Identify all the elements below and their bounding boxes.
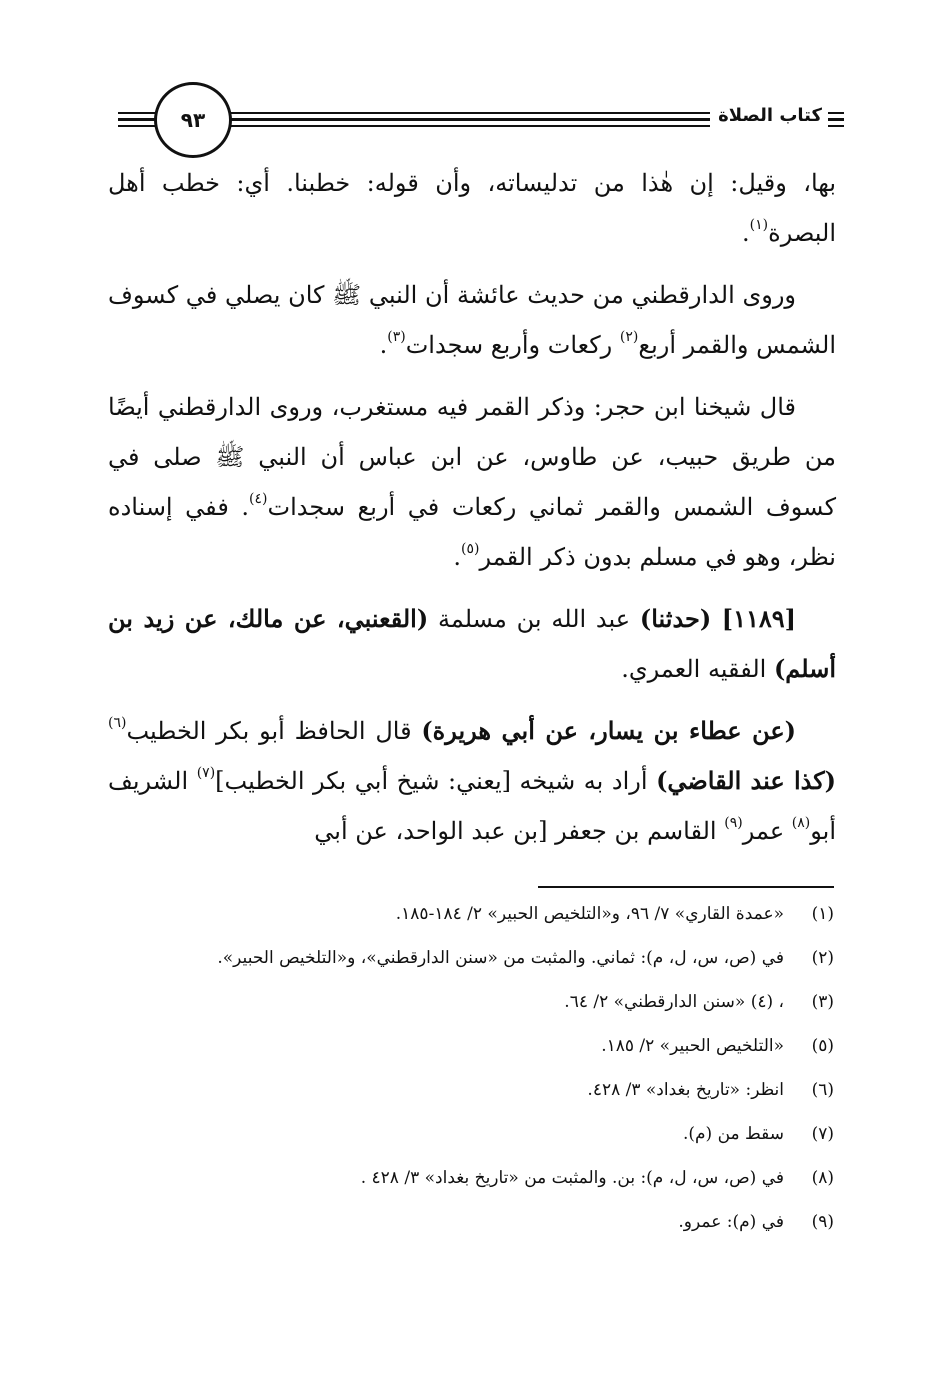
footnote-item: (٨) في (ص، س، ل، م): بن. والمثبت من «تاريخ بغداد» ٣/ ٤٢٨ . [360, 1168, 834, 1188]
paragraph-3: قال شيخنا ابن حجر: وذكر القمر فيه مستغرب، وروى الدارقطني أيضًا من طريق حبيب، عن طاوس، عن ابن عباس أن النبي ﷺ صلى في كسوف الشمس والقمر ثماني ركعات في أربع سجدات$^{(٤)}$. ففي إسناده نظر، وهو في مسلم بدون ذكر القمر$^{(٥)}$. [108, 393, 836, 571]
paragraph-2: وروى الدارقطني من حديث عائشة أن النبي ﷺ كان يصلي في كسوف الشمس والقمر أربع$^{(٢)}$ ركعات وأربع سجدات$^{(٣)}$. [108, 281, 836, 359]
main-text [108, 158, 836, 868]
section-title: كتاب الصلاة [710, 104, 828, 128]
footnote-item: (٩) في (م): عمرو. [678, 1212, 834, 1232]
footnote-ref: (٥) [461, 541, 480, 557]
paragraph-4: [١١٨٩] (حدثنا) عبد الله بن مسلمة (القعنبي، عن مالك، عن زيد بن أسلم) الفقيه العمري. [108, 604, 836, 683]
footnote-ref: (٩) [724, 815, 743, 831]
paragraph-5: (عن عطاء بن يسار، عن أبي هريرة) قال الحافظ أبو بكر الخطيب$^{(٦)}$ (كذا عند القاضي) أراد به شيخه [يعني: شيخ أبي بكر الخطيب]$^{(٧)}$ الشريف أبو$^{(٨)}$ عمر$^{(٩)}$ القاسم بن جعفر [بن عبد الواحد، عن أبي [108, 715, 836, 845]
footnote-item: (٢) في (ص، س، ل، م): ثماني. والمثبت من «سنن الدارقطني»، و«التلخيص الحبير». [217, 948, 834, 968]
footnote-ref: (٤) [249, 491, 268, 507]
footnote-ref: (١) [749, 217, 769, 233]
footnote-ref: (٢) [619, 329, 639, 345]
paragraph-1: بها، وقيل: إن هٰذا من تدليساته، وأن قوله: خطبنا. أي: خطب أهل البصرة$^{(١)}$. [108, 169, 836, 247]
footnotes [108, 900, 834, 1252]
page-number: ٩٣ [154, 82, 232, 158]
footnote-separator [538, 886, 834, 888]
footnote-item: (٣) ، (٤) «سنن الدارقطني» ٢/ ٦٤. [564, 992, 834, 1012]
footnote-item: (٧) سقط من (م). [682, 1124, 834, 1144]
footnote-item: (٥) «التلخيص الحبير» ٢/ ١٨٥. [601, 1036, 834, 1056]
footnote-ref: (٨) [791, 815, 811, 831]
footnote-ref: (٣) [387, 329, 406, 345]
footnote-item: (٦) انظر: «تاريخ بغداد» ٣/ ٤٢٨. [587, 1080, 834, 1100]
footnote-ref: (٧) [196, 765, 216, 781]
footnote-ref: (٦) [108, 715, 127, 731]
footnote-item: (١) «عمدة القاري» ٧/ ٩٦، و«التلخيص الحبير» ٢/ ١٨٤-١٨٥. [395, 904, 834, 924]
